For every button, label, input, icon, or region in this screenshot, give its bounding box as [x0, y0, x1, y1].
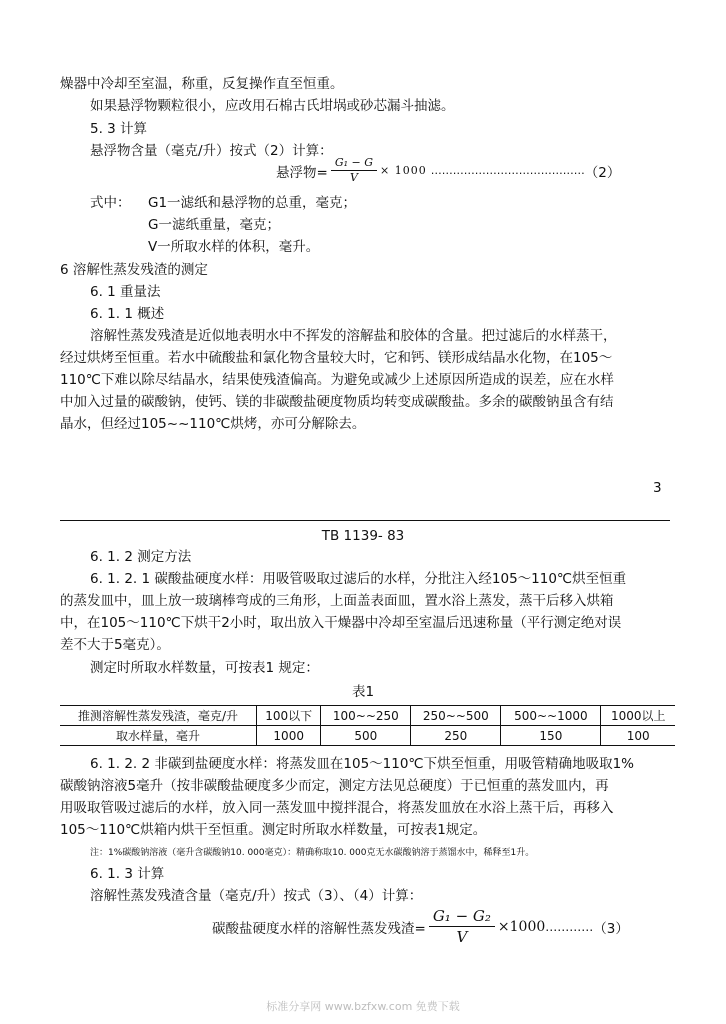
section-heading: 6 溶解性蒸发残渣的测定: [60, 262, 208, 278]
table-row-header: 推测溶解性蒸发残渣，毫克/升: [60, 706, 257, 726]
fraction-denominator: V: [456, 928, 468, 946]
text-line: 溶解性蒸发残渣含量（毫克/升）按式（3）、（4）计算：: [90, 888, 423, 904]
formula-2: [276, 156, 620, 185]
watermark-footer: 标准分享网 www.bzfxw.com 免费下载: [266, 1000, 460, 1013]
formula-multiplier: × 1000: [380, 164, 427, 177]
text-line: 悬浮物含量（毫克/升）按式（2）计算：: [90, 143, 333, 159]
paragraph-line: 碳酸钠溶液5毫升（按非碳酸盐硬度多少而定，测定方法见总硬度）于已恒重的蒸发皿内，再: [60, 778, 609, 794]
formula-number: （2）: [584, 164, 621, 181]
table-cell: 1000以上: [601, 706, 675, 726]
table-cell: 250: [411, 726, 501, 746]
document-code: TB 1139- 83: [321, 528, 405, 544]
fraction-denominator: V: [349, 171, 358, 184]
formula-3: [212, 906, 629, 947]
definition-line: G1一滤纸和悬浮物的总重，毫克；: [148, 195, 357, 211]
paragraph-line: 溶解性蒸发残渣是近似地表明水中不挥发的溶解盐和胶体的含量。把过滤后的水样蒸干，: [90, 328, 617, 344]
fraction-numerator: G₁ − G₂: [429, 906, 495, 927]
paragraph-line: 经过烘烤至恒重。若水中硫酸盐和氯化物含量较大时，它和钙、镁形成结晶水化物，在105～: [60, 350, 613, 366]
table-row: [60, 706, 675, 726]
formula-number: （3）: [593, 920, 629, 937]
text-line: 燥器中冷却至室温，称重，反复操作直至恒重。: [60, 76, 344, 92]
paragraph-line: 晶水，但经过105~~110℃烘烤，亦可分解除去。: [60, 416, 366, 432]
formula-lhs: 碳酸盐硬度水样的溶解性蒸发残渣=: [212, 920, 426, 937]
fraction: [429, 906, 495, 947]
where-label: 式中：: [90, 195, 131, 211]
section-heading: 6. 1. 1 概述: [90, 306, 165, 322]
definition-line: V一所取水样的体积，毫升。: [148, 239, 320, 255]
table-cell: 100: [601, 726, 675, 746]
paragraph-line: 的蒸发皿中，皿上放一玻璃棒弯成的三角形，上面盖表面皿，置水浴上蒸发，蒸干后移入烘箱: [60, 593, 614, 609]
table-cell: 500: [321, 726, 411, 746]
section-heading: 6. 1 重量法: [90, 284, 161, 300]
table-cell: 100~~250: [321, 706, 411, 726]
table-cell: 1000: [257, 726, 321, 746]
text-line: 如果悬浮物颗粒很小，应改用石棉古氏坩埚或砂芯漏斗抽滤。: [90, 98, 455, 114]
fraction-numerator: G₁ − G: [331, 156, 377, 171]
table-cell: 500~~1000: [501, 706, 601, 726]
formula-lhs: 悬浮物=: [276, 164, 328, 181]
paragraph-line: 6. 1. 2. 1 碳酸盐硬度水样：用吸管吸取过滤后的水样，分批注入经105～110℃烘至恒重: [90, 571, 627, 587]
table-cell: 250~~500: [411, 706, 501, 726]
paragraph-line: 中，在105～110℃下烘干2小时，取出放入干燥器中冷却至室温后迅速称量（平行测定绝对误: [60, 615, 622, 631]
section-heading: 6. 1. 2 测定方法: [90, 549, 192, 565]
paragraph-line: 105～110℃烘箱内烘干至恒重。测定时所取水样数量，可按表1规定。: [60, 822, 487, 838]
paragraph-line: 用吸取管吸过滤后的水样，放入同一蒸发皿中搅拌混合，将蒸发皿放在水浴上蒸干后，再移入: [60, 800, 614, 816]
paragraph-line: 6. 1. 2. 2 非碳到盐硬度水样：将蒸发皿在105～110℃下烘至恒重，用吸管精确地吸取1%: [90, 756, 635, 772]
paragraph-line: 中加入过量的碳酸钠，使钙、镁的非碳酸盐硬度物质均转变成碳酸盐。多余的碳酸钠虽含有结: [60, 394, 614, 410]
formula-leader-dots: ……………………………………: [430, 164, 585, 177]
page-number: 3: [653, 480, 662, 496]
formula-leader-dots: …………: [545, 919, 594, 934]
paragraph-line: 测定时所取水样数量，可按表1 规定：: [90, 660, 319, 676]
table-row: [60, 726, 675, 746]
table-cell: 100以下: [257, 706, 321, 726]
sample-volume-table: [60, 705, 675, 746]
paragraph-line: 110℃下难以除尽结晶水，结果使残渣偏高。为避免或减少上述原因所造成的误差，应在水样: [60, 372, 614, 388]
section-heading: 6. 1. 3 计算: [90, 866, 165, 882]
table-title: 表1: [351, 684, 375, 700]
fraction: [331, 156, 377, 185]
footnote: 注：1%碳酸钠溶液（毫升含碳酸钠10. 000毫克）：精确称取10. 000克无水碳酸钠溶于蒸馏水中，稀释至1升。: [90, 848, 535, 858]
paragraph-line: 差不大于5毫克）。: [60, 637, 170, 653]
table-cell: 150: [501, 726, 601, 746]
table-row-header: 取水样量，毫升: [60, 726, 257, 746]
definition-line: G一滤纸重量，毫克；: [148, 217, 280, 233]
page-divider: [60, 520, 670, 521]
section-heading: 5. 3 计算: [90, 121, 148, 137]
formula-multiplier: ×1000: [497, 918, 546, 935]
